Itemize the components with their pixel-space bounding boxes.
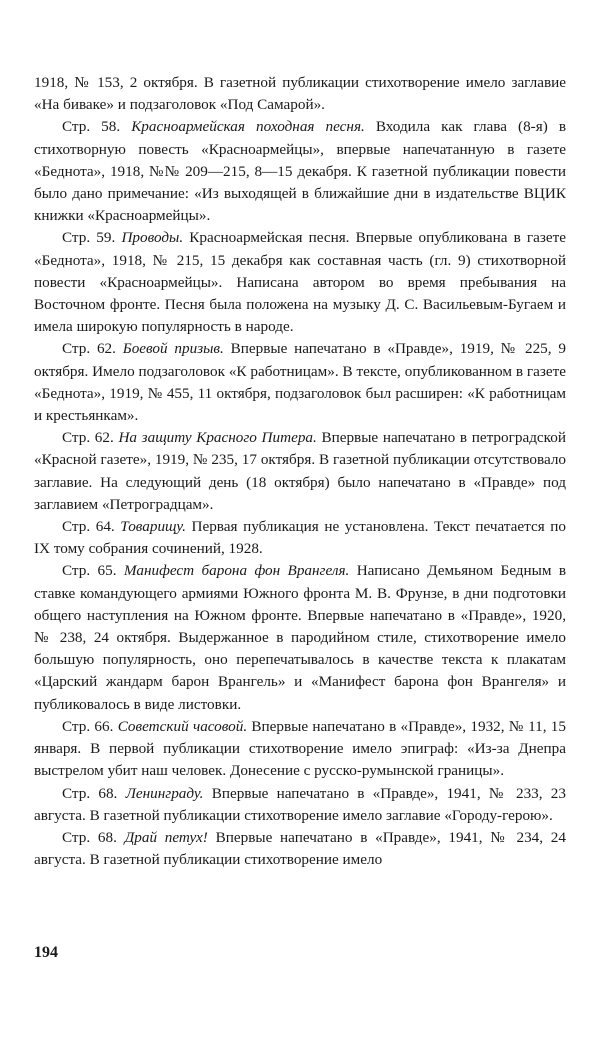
paragraph-10 [34, 827, 566, 871]
paragraph-6 [34, 516, 566, 560]
page-number: 194 [34, 944, 58, 961]
paragraph-8-title: Советский часовой. [117, 717, 248, 735]
paragraph-9-title: Ленинграду. [125, 784, 204, 802]
paragraph-5-lead: Стр. 62. [62, 429, 119, 447]
paragraph-3 [34, 227, 566, 338]
paragraph-3-lead: Стр. 59. [62, 229, 122, 247]
paragraph-1 [34, 72, 566, 116]
paragraph-6-title: Товарищу. [120, 518, 186, 536]
paragraph-5-text: Впервые напечатано в петроградской «Красной газете», 1919, № 235, 17 октября. В газетной публикации отсутствовало заглавие. На следующий день (18 октября) было напечатано в «Правде» под заглавием «Петроградцам». [34, 429, 566, 513]
paragraph-4 [34, 338, 566, 427]
paragraph-4-text: Впервые напечатано в «Правде», 1919, № 225, 9 октября. Имело подзаголовок «К работницам». В тексте, опубликованном в газете «Беднота», 1919, № 455, 11 октября, подзаголовок был расширен: «К работницам и крестьянкам». [34, 340, 566, 425]
paragraph-8-lead: Стр. 66. [62, 717, 118, 735]
paragraph-4-title: Боевой призыв. [122, 340, 224, 358]
paragraph-4-lead: Стр. 62. [62, 340, 123, 358]
paragraph-5 [34, 427, 566, 516]
paragraph-3-text: Красноармейская песня. Впервые опубликована в газете «Беднота», 1918, № 215, 15 декабря как составная часть (гл. 9) стихотворной повести «Красноармейцы». Написана автором во время пребывания на Восточном фронте. Песня была положена на музыку Д. С. Васильевым-Бугаем и имела широкую популярность в народе. [34, 229, 566, 336]
paragraph-10-lead: Стр. 68. [62, 828, 125, 846]
paragraph-8-text: Впервые напечатано в «Правде», 1932, № 11, 15 января. В первой публикации стихотворение имело эпиграф: «Из-за Днепра выстрелом убит наш человек. Донесение с русско-румынской границы». [34, 717, 566, 780]
paragraph-7-title: Манифест барона фон Врангеля. [123, 562, 350, 580]
paragraph-2-lead: Стр. 58. [62, 118, 132, 136]
paragraph-10-text: Впервые напечатано в «Правде», 1941, № 234, 24 августа. В газетной публикации стихотворение имело [34, 828, 566, 869]
paragraph-7-text: Написано Демьяном Бедным в ставке командующего армиями Южного фронта М. В. Фрунзе, в дни подготовки общего наступления на Южном фронте. Впервые напечатано в «Правде», 1920, № 238, 24 октября. Выдержанное в пародийном стиле, стихотворение имело большую популярность, оно перепечатывалось в качестве текста к плакатам «Царский жандарм барон Врангель» и «Манифест барона фон Врангеля» и публиковалось в виде листовки. [34, 562, 566, 713]
paragraph-8 [34, 716, 566, 783]
paragraph-3-title: Проводы. [121, 229, 184, 247]
paragraph-10-title: Драй петух! [124, 828, 208, 846]
paragraph-6-lead: Стр. 64. [62, 518, 121, 536]
paragraph-9-lead: Стр. 68. [62, 784, 126, 802]
paragraph-7-lead: Стр. 65. [62, 562, 124, 580]
paragraph-7 [34, 560, 566, 715]
paragraph-1-text: 1918, № 153, 2 октября. В газетной публикации стихотворение имело заглавие «На биваке» и подзаголовок «Под Самарой». [34, 74, 566, 114]
paragraph-2-text: Входила как глава (8-я) в стихотворную повесть «Красноармейцы», впервые напечатанную в газете «Беднота», 1918, №№ 209—215, 8—15 декабря. К газетной публикации повести было дано примечание: «Из выходящей в ближайшие дни в издательстве ВЦИК книжки «Красноармейцы». [34, 118, 566, 225]
paragraph-9-text: Впервые напечатано в «Правде», 1941, № 233, 23 августа. В газетной публикации стихотворение имело заглавие «Городу-герою». [34, 784, 566, 824]
paragraph-6-text: Первая публикация не установлена. Текст печатается по IX тому собрания сочинений, 1928. [34, 518, 566, 558]
document-body [34, 72, 566, 871]
paragraph-2 [34, 116, 566, 227]
paragraph-9 [34, 783, 566, 827]
paragraph-5-title: На защиту Красного Питера. [118, 429, 317, 447]
paragraph-2-title: Красноармейская походная песня. [131, 118, 365, 136]
